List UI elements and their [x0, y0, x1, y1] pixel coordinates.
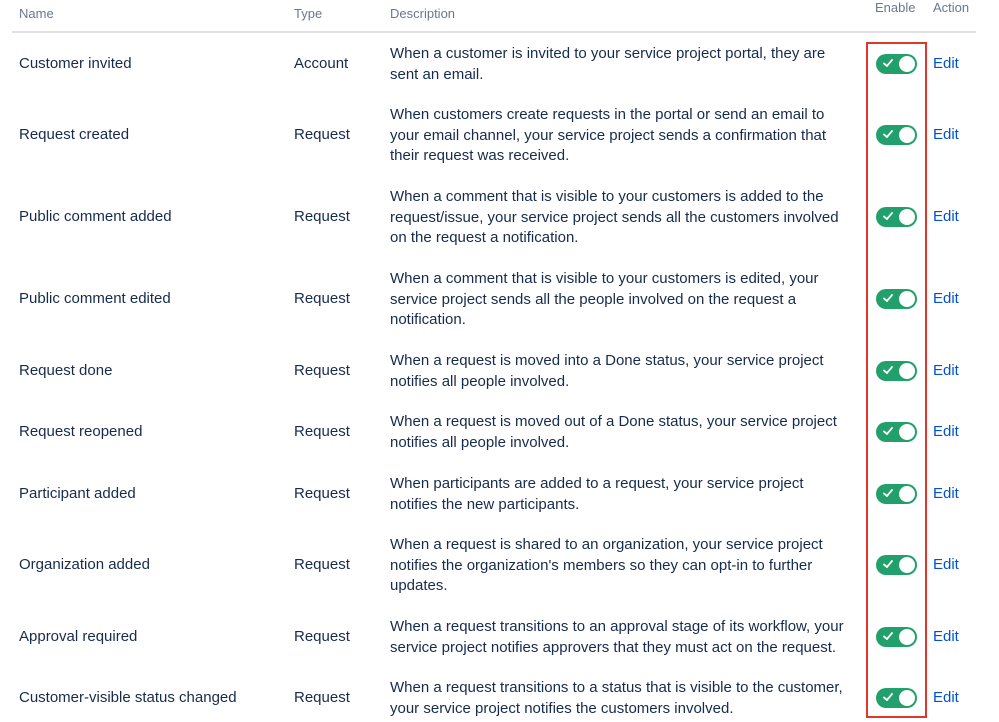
check-icon [882, 364, 894, 376]
table-row [0, 616, 999, 658]
row-type: Request [294, 485, 350, 502]
row-description: When a request is shared to an organization, your service project notifies the organization's members so they can opt-in to further updates. [390, 536, 823, 594]
enable-toggle[interactable] [876, 484, 917, 504]
column-header-enable: Enable [875, 0, 916, 15]
check-icon [882, 128, 894, 140]
toggle-knob [899, 424, 915, 440]
toggle-knob [899, 557, 915, 573]
edit-link[interactable]: Edit [933, 208, 959, 225]
row-description: When customers create requests in the portal or send an email to your email channel, your service project sends a confirmation that their request was received. [390, 106, 827, 164]
check-icon [882, 630, 894, 642]
enable-toggle[interactable] [876, 688, 917, 708]
row-type: Request [294, 628, 350, 645]
enable-toggle[interactable] [876, 125, 917, 145]
row-name: Public comment edited [19, 290, 171, 307]
toggle-knob [899, 127, 915, 143]
enable-toggle[interactable] [876, 422, 917, 442]
row-type: Request [294, 689, 350, 706]
row-description: When a customer is invited to your service project portal, they are sent an email. [390, 45, 826, 83]
enable-toggle[interactable] [876, 54, 917, 74]
column-header-action: Action [933, 0, 970, 15]
enable-toggle[interactable] [876, 289, 917, 309]
column-header-type[interactable]: Type [294, 6, 323, 21]
table-row [0, 104, 999, 166]
toggle-knob [899, 56, 915, 72]
check-icon [882, 691, 894, 703]
row-type: Request [294, 208, 350, 225]
row-description: When a request transitions to a status that is visible to the customer, your service project notifies the customers involved. [390, 679, 843, 717]
row-name: Customer invited [19, 55, 132, 72]
check-icon [882, 487, 894, 499]
toggle-knob [899, 629, 915, 645]
row-description: When a request is moved out of a Done status, your service project notifies all people involved. [390, 413, 837, 451]
check-icon [882, 292, 894, 304]
header-divider [12, 31, 976, 33]
check-icon [882, 57, 894, 69]
row-name: Public comment added [19, 208, 172, 225]
row-description: When a comment that is visible to your customers is added to the request/issue, your service project sends all the customers involved on the request a notification. [390, 188, 839, 246]
row-type: Request [294, 126, 350, 143]
table-row [0, 411, 999, 453]
table-row [0, 268, 999, 330]
table-row [0, 186, 999, 248]
enable-toggle[interactable] [876, 555, 917, 575]
row-type: Request [294, 290, 350, 307]
check-icon [882, 210, 894, 222]
row-type: Request [294, 556, 350, 573]
edit-link[interactable]: Edit [933, 689, 959, 706]
edit-link[interactable]: Edit [933, 556, 959, 573]
row-name: Request reopened [19, 423, 143, 440]
enable-toggle[interactable] [876, 627, 917, 647]
edit-link[interactable]: Edit [933, 126, 959, 143]
row-name: Participant added [19, 485, 136, 502]
table-row [0, 43, 999, 85]
row-name: Organization added [19, 556, 150, 573]
row-type: Request [294, 423, 350, 440]
edit-link[interactable]: Edit [933, 362, 959, 379]
column-header-name[interactable]: Name [19, 6, 54, 21]
row-type: Request [294, 362, 350, 379]
edit-link[interactable]: Edit [933, 423, 959, 440]
edit-link[interactable]: Edit [933, 628, 959, 645]
column-header-description[interactable]: Description [390, 6, 456, 21]
table-row [0, 350, 999, 392]
row-name: Customer-visible status changed [19, 689, 237, 706]
row-name: Request done [19, 362, 113, 379]
check-icon [882, 425, 894, 437]
toggle-knob [899, 690, 915, 706]
toggle-knob [899, 291, 915, 307]
table-row [0, 677, 999, 719]
row-name: Request created [19, 126, 130, 143]
edit-link[interactable]: Edit [933, 55, 959, 72]
table-row [0, 473, 999, 515]
row-name: Approval required [19, 628, 138, 645]
toggle-knob [899, 209, 915, 225]
check-icon [882, 558, 894, 570]
toggle-knob [899, 363, 915, 379]
edit-link[interactable]: Edit [933, 290, 959, 307]
table-row [0, 534, 999, 596]
row-type: Account [294, 55, 349, 72]
edit-link[interactable]: Edit [933, 485, 959, 502]
row-description: When a request is moved into a Done status, your service project notifies all people involved. [390, 352, 824, 390]
row-description: When a comment that is visible to your customers is edited, your service project sends all the people involved on the request a notification. [390, 270, 819, 328]
toggle-knob [899, 486, 915, 502]
enable-toggle[interactable] [876, 207, 917, 227]
enable-toggle[interactable] [876, 361, 917, 381]
row-description: When a request transitions to an approval stage of its workflow, your service project notifies approvers that they must act on the request. [390, 618, 844, 656]
row-description: When participants are added to a request, your service project notifies the new participants. [390, 475, 804, 513]
table-header [0, 0, 999, 32]
